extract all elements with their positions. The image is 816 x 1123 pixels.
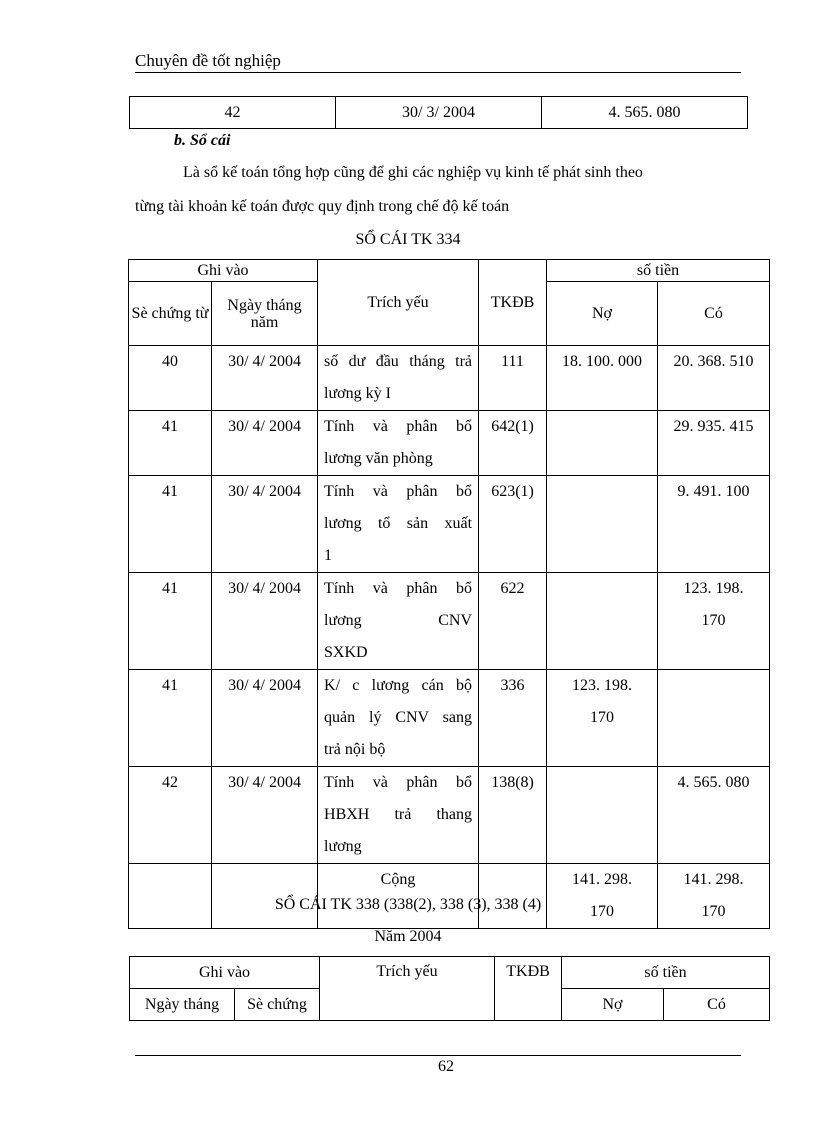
col-head-ghi-vao: Ghi vào [130,957,320,989]
cell-description: K/ c lương cán bộ quản lý CNV sang trả nội bộ [318,670,479,767]
cell-account: 622 [479,573,547,670]
cell-description: Tính và phân bổ lương tổ sản xuất 1 [318,476,479,573]
table-row [129,346,770,411]
ledger-year: Năm 2004 [374,928,442,945]
col-head-ghi-vao: Ghi vào [129,260,318,282]
cell-voucher: 42 [130,97,336,129]
cell-credit [658,670,770,767]
cell-date: 30/ 4/ 2004 [212,411,318,476]
paragraph-line: Là sổ kế toán tổng hợp cũng để ghi các nghiệp vụ kinh tế phát sinh theo [183,164,643,181]
cell-debit [547,767,658,864]
col-head-co: Có [658,282,770,346]
table-row [129,411,770,476]
cell-voucher: 41 [129,476,212,573]
page-number: 62 [438,1058,454,1075]
col-head-so-tien: số tiền [562,957,770,989]
cell-date: 30/ 4/ 2004 [212,573,318,670]
cell-debit: 123. 198. 170 [547,670,658,767]
ledger-338-table [129,956,770,1021]
cell-description: Tính và phân bổ lương CNV SXKD [318,573,479,670]
footer-rule [135,1055,741,1056]
cell-account: 623(1) [479,476,547,573]
cell-debit [547,411,658,476]
col-head-tkdb: TKĐB [479,260,547,346]
header-rule [135,72,741,73]
col-head-co: Có [664,989,770,1021]
col-head-chung-tu: Sè chứng từ [129,282,212,346]
cell-voucher: 41 [129,670,212,767]
cell-credit: 29. 935. 415 [658,411,770,476]
cell-voucher: 40 [129,346,212,411]
cell-account: 642(1) [479,411,547,476]
col-head-trich-yeu: Trích yếu [318,260,479,346]
ledger-title: SỔ CÁI TK 338 (338(2), 338 (3), 338 (4) [274,896,542,913]
cell-debit [547,476,658,573]
cell-debit [547,573,658,670]
col-head-no: Nợ [547,282,658,346]
cell-voucher: 42 [129,767,212,864]
ledger-title: SỔ CÁI TK 334 [355,231,461,248]
cell-description: Tính và phân bổ lương văn phòng [318,411,479,476]
header-row [130,957,770,989]
page-header: Chuyên đề tốt nghiệp [135,51,281,70]
cell-account: 111 [479,346,547,411]
col-head-tkdb: TKĐB [495,957,562,1021]
cell-date: 30/ 4/ 2004 [212,476,318,573]
cell-voucher: 41 [129,573,212,670]
table-row [129,476,770,573]
cell-description: số dư đầu tháng trả lương kỳ I [318,346,479,411]
cell-amount: 4. 565. 080 [542,97,748,129]
col-head-trich-yeu: Trích yếu [320,957,495,1021]
col-head-chung-tu: Sè chứng [235,989,320,1021]
cell-credit: 4. 565. 080 [658,767,770,864]
cell-debit-total: 141. 298. 170 [547,864,658,929]
cell-date: 30/ 4/ 2004 [212,346,318,411]
table-row [129,767,770,864]
col-head-ngay: Ngày tháng [130,989,235,1021]
cell-credit: 9. 491. 100 [658,476,770,573]
table-row [129,670,770,767]
col-head-so-tien: số tiền [547,260,770,282]
carryover-table [129,96,748,129]
cell-credit: 123. 198. 170 [658,573,770,670]
section-subtitle: b. Sổ cái [174,132,231,149]
table-row [129,573,770,670]
header-row [129,260,770,282]
paragraph-line: từng tài khoản kế toán được quy định trong chế độ kế toán [135,198,510,215]
cell-date: 30/ 3/ 2004 [336,97,542,129]
cell-account: 138(8) [479,767,547,864]
cell-description: Tính và phân bổ HBXH trả thang lương [318,767,479,864]
cell-voucher: 41 [129,411,212,476]
ledger-334-table [128,259,770,929]
cell-date: 30/ 4/ 2004 [212,670,318,767]
cell-debit: 18. 100. 000 [547,346,658,411]
table-row [130,97,748,129]
col-head-ngay: Ngày tháng năm [212,282,318,346]
col-head-no: Nợ [562,989,664,1021]
cell-account: 336 [479,670,547,767]
cell-date: 30/ 4/ 2004 [212,767,318,864]
cell-credit-total: 141. 298. 170 [658,864,770,929]
cell-total-label: Cộng [318,864,479,929]
cell-credit: 20. 368. 510 [658,346,770,411]
